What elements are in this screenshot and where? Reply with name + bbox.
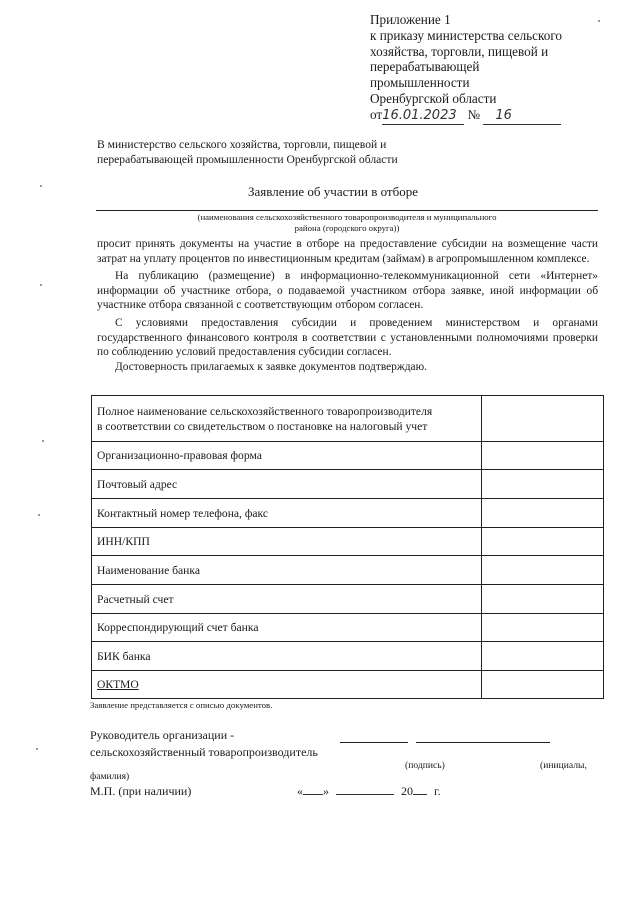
request-text [97, 237, 598, 374]
row-label [92, 396, 482, 442]
table-row [92, 614, 604, 642]
row-label: ИНН/КПП [92, 528, 482, 556]
applicant-name-line [96, 210, 598, 211]
document-title: Заявление об участии в отборе [248, 184, 418, 199]
table-row [92, 585, 604, 614]
date-quote-close: » [323, 784, 329, 798]
order-number: 16 [483, 108, 561, 125]
row-value[interactable] [482, 614, 604, 642]
row-label-line: Полное наименование сельскохозяйственного товаропроизводителя [97, 404, 433, 418]
scan-speck [40, 185, 42, 187]
row-value[interactable] [482, 671, 604, 699]
table-row [92, 642, 604, 671]
initials-line[interactable] [416, 742, 550, 743]
signature-caption: (подпись) [405, 760, 445, 771]
row-value[interactable] [482, 442, 604, 470]
date-quote-open: « [297, 784, 303, 798]
row-value[interactable] [482, 396, 604, 442]
applicant-name-caption [96, 212, 598, 234]
table-row [92, 396, 604, 442]
row-label: ОКТМО [92, 671, 482, 699]
date-prefix: от [370, 106, 383, 122]
appendix-block [370, 12, 610, 125]
scan-speck [40, 284, 42, 286]
row-value[interactable] [482, 528, 604, 556]
head-line: сельскохозяйственный товаропроизводитель [90, 745, 318, 759]
appendix-line: к приказу министерства сельского [370, 27, 563, 43]
paragraph-publication-consent: На публикацию (размещение) в информационно-телекоммуникационной сети «Интернет» информации об участнике отбора, о подаваемой участником отбора заявке, иной информации об участнике отбора связанной с соответствующим отбором согласен. [97, 270, 598, 312]
head-line: Руководитель организации - [90, 728, 235, 742]
month-blank[interactable] [336, 794, 394, 795]
order-date: 16.01.2023 [382, 108, 464, 125]
caption-line: (наименования сельскохозяйственного товаропроизводителя и муниципального [197, 212, 497, 222]
paragraph-reliability: Достоверность прилагаемых к заявке документов подтверждаю. [115, 360, 427, 373]
paragraph-request: просит принять документы на участие в отборе на предоставление субсидии на возмещение части затрат на уплату процентов по инвестиционным кредитам (займам) в агропромышленном комплексе. [97, 238, 598, 265]
signature-line[interactable] [340, 742, 408, 743]
row-label: Расчетный счет [92, 585, 482, 614]
row-value[interactable] [482, 499, 604, 528]
addressee-line: перерабатывающей промышленности Оренбургской области [97, 152, 398, 166]
head-title [90, 727, 318, 761]
addressee [97, 138, 457, 167]
paragraph-conditions-consent: С условиями предоставления субсидии и проведением министерством и органами государственного финансового контроля в соответствии с установленными полномочиями проверки по соблюдению условий предоставления субсидии согласен. [97, 316, 598, 359]
scan-speck [38, 514, 40, 516]
year-blank[interactable] [413, 794, 427, 795]
appendix-line: промышленности [370, 75, 470, 91]
addressee-line: В министерство сельского хозяйства, торговли, пищевой и [97, 138, 387, 151]
appendix-line: перерабатывающей [370, 59, 480, 75]
year-suffix: г. [434, 784, 441, 798]
row-label: Организационно-правовая форма [92, 442, 482, 470]
table-row [92, 556, 604, 585]
number-prefix: № [467, 106, 481, 122]
row-label: Корреспондирующий счет банка [92, 614, 482, 642]
scan-speck [42, 440, 44, 442]
surname-caption: фамилия) [90, 771, 130, 782]
signature-date [297, 784, 441, 799]
stamp-place: М.П. (при наличии) [90, 784, 192, 798]
appendix-line: Оренбургской области [370, 90, 497, 106]
row-label: Почтовый адрес [92, 470, 482, 499]
row-label: Наименование банка [92, 556, 482, 585]
row-value[interactable] [482, 585, 604, 614]
scan-speck [36, 748, 38, 750]
table-row [92, 528, 604, 556]
year-prefix: 20 [401, 784, 413, 798]
order-date-number [370, 107, 610, 125]
row-value[interactable] [482, 556, 604, 585]
row-value[interactable] [482, 470, 604, 499]
day-blank[interactable] [303, 794, 323, 795]
appendix-line: Приложение 1 [370, 12, 451, 27]
table-row [92, 470, 604, 499]
applicant-info-table [91, 395, 604, 699]
table-row [92, 442, 604, 470]
table-row [92, 499, 604, 528]
table-row [92, 671, 604, 699]
caption-line: района (городского округа)) [294, 223, 400, 233]
initials-caption: (инициалы, [540, 760, 587, 771]
scan-speck [598, 20, 600, 22]
row-label-line: в соответствии со свидетельством о постановке на налоговый учет [97, 419, 428, 433]
row-value[interactable] [482, 642, 604, 671]
appendix-line: хозяйства, торговли, пищевой и [370, 43, 549, 59]
row-label: БИК банка [92, 642, 482, 671]
row-label: Контактный номер телефона, факс [92, 499, 482, 528]
inventory-note: Заявление представляется с описью документов. [90, 700, 273, 710]
